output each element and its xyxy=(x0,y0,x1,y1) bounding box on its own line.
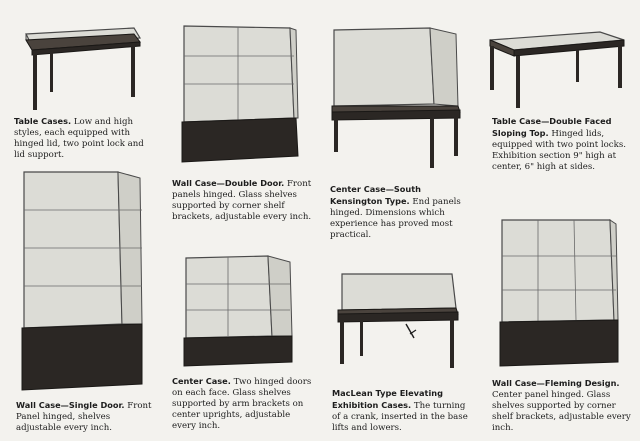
wall-case-double-door-icon xyxy=(180,22,300,164)
table-case-caption: Table Cases. Low and high styles, each equipped with hinged lid, two point lock and lid support. xyxy=(14,116,144,160)
center-case-south-kensington-icon xyxy=(328,24,464,174)
wall-case-single-door-icon xyxy=(18,168,146,392)
wall-case-single-door-caption: Wall Case—Single Door. Front Panel hinged, shelves adjustable every inch. xyxy=(16,400,152,433)
center-case-caption: Center Case. Two hinged doors on each face. Glass shelves supported by arm brackets on center uprights, adjustable every inch. xyxy=(172,376,312,431)
elevating-case-caption: MacLean Type Elevating Exhibition Cases. The turning of a crank, inserted in the base lifts and lowers. xyxy=(332,388,468,433)
wall-case-double-door-caption: Wall Case—Double Door. Front panels hinged. Glass shelves supported by corner shelf brackets, adjustable every inch. xyxy=(172,178,312,222)
wall-case-fleming-icon xyxy=(498,216,624,370)
table-case-icon xyxy=(20,24,146,114)
table-case-sloping-top-caption: Table Case—Double Faced Sloping Top. Hinged lids, equipped with two point locks. Exhibition section 9" high at center, 6" high at sides. xyxy=(492,116,626,172)
center-case-icon xyxy=(182,252,298,370)
elevating-case-icon xyxy=(334,270,464,380)
table-case-sloping-top-icon xyxy=(484,26,630,110)
center-case-south-kensington-caption: Center Case—South Kensington Type. End panels hinged. Dimensions which experience has proved most practical. xyxy=(330,184,461,240)
wall-case-fleming-caption: Wall Case—Fleming Design. Center panel hinged. Glass shelves supported by corner shelf brackets, adjustable every inch. xyxy=(492,378,631,433)
